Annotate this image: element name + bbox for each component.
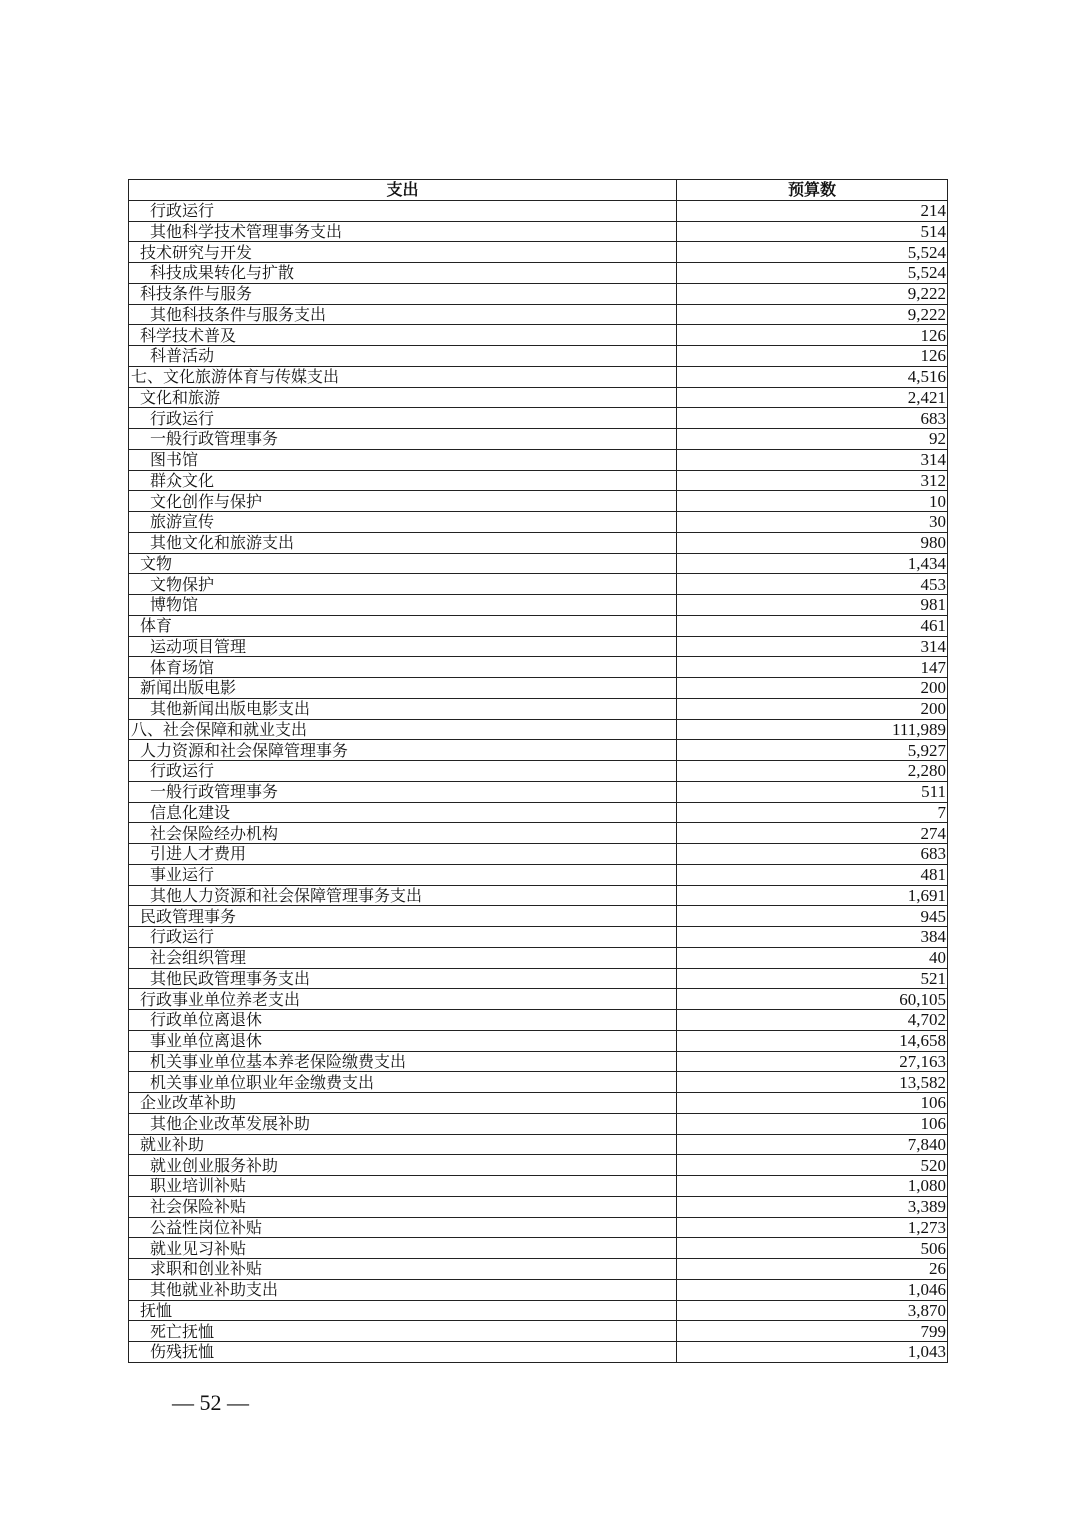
row-value: 312 bbox=[677, 470, 948, 491]
row-value: 2,421 bbox=[677, 387, 948, 408]
table-row bbox=[129, 532, 948, 553]
row-label: 群众文化 bbox=[129, 470, 677, 491]
row-value: 453 bbox=[677, 574, 948, 595]
table-row bbox=[129, 512, 948, 533]
row-label: 文化创作与保护 bbox=[129, 491, 677, 512]
table-row bbox=[129, 968, 948, 989]
row-value: 521 bbox=[677, 968, 948, 989]
row-value: 92 bbox=[677, 429, 948, 450]
row-label: 公益性岗位补贴 bbox=[129, 1217, 677, 1238]
row-value: 200 bbox=[677, 698, 948, 719]
header-expenditure: 支出 bbox=[129, 180, 677, 201]
table-row bbox=[129, 242, 948, 263]
row-label: 就业补助 bbox=[129, 1134, 677, 1155]
table-row bbox=[129, 304, 948, 325]
row-value: 461 bbox=[677, 615, 948, 636]
table-row bbox=[129, 574, 948, 595]
table-row bbox=[129, 1176, 948, 1197]
row-label: 七、文化旅游体育与传媒支出 bbox=[129, 366, 677, 387]
row-label: 科普活动 bbox=[129, 346, 677, 367]
budget-table bbox=[128, 179, 948, 1363]
row-value: 9,222 bbox=[677, 304, 948, 325]
table-row bbox=[129, 221, 948, 242]
table-row bbox=[129, 802, 948, 823]
table-row bbox=[129, 1238, 948, 1259]
table-row bbox=[129, 429, 948, 450]
row-value: 7,840 bbox=[677, 1134, 948, 1155]
row-label: 博物馆 bbox=[129, 595, 677, 616]
row-label: 行政单位离退休 bbox=[129, 1010, 677, 1031]
row-label: 文物 bbox=[129, 553, 677, 574]
row-label: 新闻出版电影 bbox=[129, 678, 677, 699]
row-value: 1,080 bbox=[677, 1176, 948, 1197]
table-row bbox=[129, 615, 948, 636]
table-row bbox=[129, 1010, 948, 1031]
row-label: 求职和创业补贴 bbox=[129, 1259, 677, 1280]
row-value: 314 bbox=[677, 636, 948, 657]
row-value: 481 bbox=[677, 864, 948, 885]
table-row bbox=[129, 283, 948, 304]
row-value: 384 bbox=[677, 927, 948, 948]
page-number: — 52 — bbox=[172, 1390, 249, 1415]
row-value: 4,702 bbox=[677, 1010, 948, 1031]
row-value: 27,163 bbox=[677, 1051, 948, 1072]
table-row bbox=[129, 698, 948, 719]
row-label: 事业运行 bbox=[129, 864, 677, 885]
table-row bbox=[129, 1217, 948, 1238]
row-label: 就业见习补贴 bbox=[129, 1238, 677, 1259]
row-value: 5,524 bbox=[677, 242, 948, 263]
table-row bbox=[129, 553, 948, 574]
row-value: 106 bbox=[677, 1093, 948, 1114]
row-value: 9,222 bbox=[677, 283, 948, 304]
row-value: 200 bbox=[677, 678, 948, 699]
table-row bbox=[129, 947, 948, 968]
row-label: 其他人力资源和社会保障管理事务支出 bbox=[129, 885, 677, 906]
row-value: 799 bbox=[677, 1321, 948, 1342]
row-label: 抚恤 bbox=[129, 1300, 677, 1321]
row-label: 科技成果转化与扩散 bbox=[129, 263, 677, 284]
row-label: 民政管理事务 bbox=[129, 906, 677, 927]
row-value: 214 bbox=[677, 200, 948, 221]
row-label: 其他文化和旅游支出 bbox=[129, 532, 677, 553]
row-value: 520 bbox=[677, 1155, 948, 1176]
row-value: 126 bbox=[677, 325, 948, 346]
table-row bbox=[129, 885, 948, 906]
row-value: 26 bbox=[677, 1259, 948, 1280]
row-value: 274 bbox=[677, 823, 948, 844]
row-value: 511 bbox=[677, 781, 948, 802]
row-label: 其他科技条件与服务支出 bbox=[129, 304, 677, 325]
row-label: 行政运行 bbox=[129, 927, 677, 948]
row-label: 人力资源和社会保障管理事务 bbox=[129, 740, 677, 761]
table-row bbox=[129, 1155, 948, 1176]
table-row bbox=[129, 1279, 948, 1300]
table-row bbox=[129, 823, 948, 844]
row-value: 1,434 bbox=[677, 553, 948, 574]
row-value: 60,105 bbox=[677, 989, 948, 1010]
row-label: 机关事业单位职业年金缴费支出 bbox=[129, 1072, 677, 1093]
row-label: 事业单位离退休 bbox=[129, 1030, 677, 1051]
row-label: 技术研究与开发 bbox=[129, 242, 677, 263]
table-row bbox=[129, 595, 948, 616]
row-label: 其他民政管理事务支出 bbox=[129, 968, 677, 989]
row-label: 行政运行 bbox=[129, 761, 677, 782]
table-row bbox=[129, 740, 948, 761]
table-row bbox=[129, 989, 948, 1010]
row-label: 文物保护 bbox=[129, 574, 677, 595]
row-label: 其他科学技术管理事务支出 bbox=[129, 221, 677, 242]
table-row bbox=[129, 1051, 948, 1072]
row-label: 运动项目管理 bbox=[129, 636, 677, 657]
table-row bbox=[129, 1196, 948, 1217]
row-label: 职业培训补贴 bbox=[129, 1176, 677, 1197]
row-label: 信息化建设 bbox=[129, 802, 677, 823]
row-value: 1,691 bbox=[677, 885, 948, 906]
row-value: 1,046 bbox=[677, 1279, 948, 1300]
table-row bbox=[129, 449, 948, 470]
table-row bbox=[129, 325, 948, 346]
table-row bbox=[129, 1030, 948, 1051]
row-value: 147 bbox=[677, 657, 948, 678]
table-row bbox=[129, 678, 948, 699]
row-value: 10 bbox=[677, 491, 948, 512]
row-value: 945 bbox=[677, 906, 948, 927]
table-header-row bbox=[129, 180, 948, 201]
row-value: 111,989 bbox=[677, 719, 948, 740]
row-label: 一般行政管理事务 bbox=[129, 781, 677, 802]
row-label: 引进人才费用 bbox=[129, 844, 677, 865]
table-row bbox=[129, 1300, 948, 1321]
row-value: 1,273 bbox=[677, 1217, 948, 1238]
table-row bbox=[129, 636, 948, 657]
row-value: 683 bbox=[677, 844, 948, 865]
row-label: 科学技术普及 bbox=[129, 325, 677, 346]
table-row bbox=[129, 1072, 948, 1093]
table-row bbox=[129, 864, 948, 885]
header-budget: 预算数 bbox=[677, 180, 948, 201]
row-value: 1,043 bbox=[677, 1342, 948, 1363]
table-row bbox=[129, 263, 948, 284]
row-label: 其他就业补助支出 bbox=[129, 1279, 677, 1300]
table-row bbox=[129, 491, 948, 512]
row-value: 514 bbox=[677, 221, 948, 242]
row-label: 社会保险补贴 bbox=[129, 1196, 677, 1217]
row-value: 13,582 bbox=[677, 1072, 948, 1093]
table-row bbox=[129, 657, 948, 678]
row-value: 2,280 bbox=[677, 761, 948, 782]
table-row bbox=[129, 1321, 948, 1342]
table-row bbox=[129, 470, 948, 491]
row-label: 体育场馆 bbox=[129, 657, 677, 678]
row-label: 行政事业单位养老支出 bbox=[129, 989, 677, 1010]
row-label: 社会保险经办机构 bbox=[129, 823, 677, 844]
row-value: 40 bbox=[677, 947, 948, 968]
row-value: 980 bbox=[677, 532, 948, 553]
table-row bbox=[129, 844, 948, 865]
row-label: 企业改革补助 bbox=[129, 1093, 677, 1114]
table-row bbox=[129, 387, 948, 408]
table-row bbox=[129, 761, 948, 782]
row-label: 八、社会保障和就业支出 bbox=[129, 719, 677, 740]
row-label: 社会组织管理 bbox=[129, 947, 677, 968]
row-value: 7 bbox=[677, 802, 948, 823]
row-value: 5,524 bbox=[677, 263, 948, 284]
row-value: 3,389 bbox=[677, 1196, 948, 1217]
row-value: 5,927 bbox=[677, 740, 948, 761]
table-row bbox=[129, 906, 948, 927]
row-value: 683 bbox=[677, 408, 948, 429]
row-label: 机关事业单位基本养老保险缴费支出 bbox=[129, 1051, 677, 1072]
row-value: 506 bbox=[677, 1238, 948, 1259]
table-body bbox=[129, 200, 948, 1362]
row-label: 体育 bbox=[129, 615, 677, 636]
row-value: 4,516 bbox=[677, 366, 948, 387]
table-row bbox=[129, 927, 948, 948]
row-value: 3,870 bbox=[677, 1300, 948, 1321]
table-row bbox=[129, 719, 948, 740]
table-row bbox=[129, 1134, 948, 1155]
table-row bbox=[129, 366, 948, 387]
row-label: 一般行政管理事务 bbox=[129, 429, 677, 450]
row-label: 行政运行 bbox=[129, 408, 677, 429]
table-row bbox=[129, 408, 948, 429]
table-row bbox=[129, 200, 948, 221]
row-value: 30 bbox=[677, 512, 948, 533]
row-label: 其他企业改革发展补助 bbox=[129, 1113, 677, 1134]
row-label: 伤残抚恤 bbox=[129, 1342, 677, 1363]
table-row bbox=[129, 1093, 948, 1114]
row-label: 就业创业服务补助 bbox=[129, 1155, 677, 1176]
row-label: 行政运行 bbox=[129, 200, 677, 221]
row-label: 文化和旅游 bbox=[129, 387, 677, 408]
row-label: 其他新闻出版电影支出 bbox=[129, 698, 677, 719]
table-row bbox=[129, 1113, 948, 1134]
table-row bbox=[129, 1342, 948, 1363]
row-value: 314 bbox=[677, 449, 948, 470]
table-row bbox=[129, 1259, 948, 1280]
table-row bbox=[129, 781, 948, 802]
row-label: 科技条件与服务 bbox=[129, 283, 677, 304]
row-value: 106 bbox=[677, 1113, 948, 1134]
row-value: 14,658 bbox=[677, 1030, 948, 1051]
row-value: 981 bbox=[677, 595, 948, 616]
row-value: 126 bbox=[677, 346, 948, 367]
row-label: 死亡抚恤 bbox=[129, 1321, 677, 1342]
row-label: 图书馆 bbox=[129, 449, 677, 470]
table-row bbox=[129, 346, 948, 367]
row-label: 旅游宣传 bbox=[129, 512, 677, 533]
